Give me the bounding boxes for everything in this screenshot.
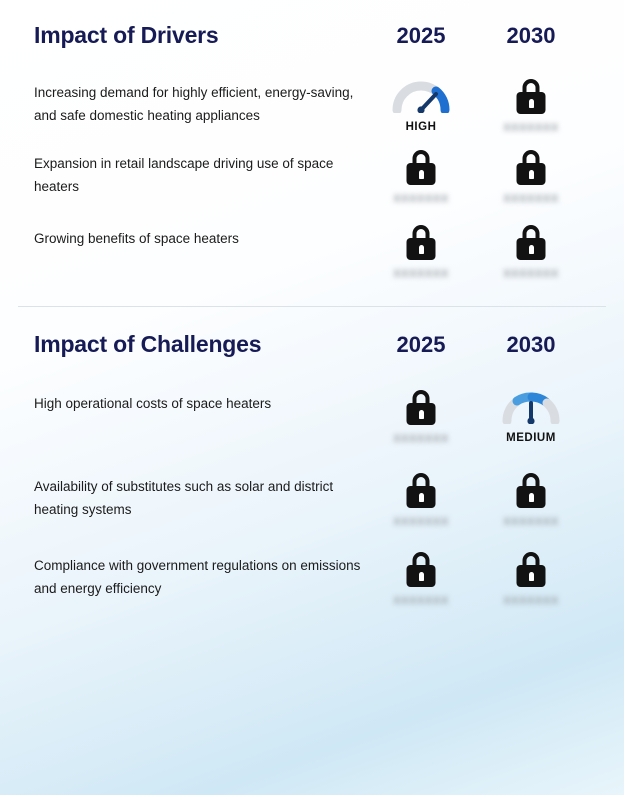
section-header-drivers bbox=[18, 22, 606, 49]
cell-2025 bbox=[366, 550, 476, 607]
locked-value: XXXXXXX bbox=[503, 595, 559, 607]
row-label: High operational costs of space heaters bbox=[34, 396, 272, 411]
locked-value: XXXXXXX bbox=[393, 433, 449, 445]
column-header-2030: 2030 bbox=[506, 23, 556, 48]
locked-value: XXXXXXX bbox=[503, 122, 559, 134]
lock-icon bbox=[516, 552, 546, 586]
lock-icon bbox=[406, 473, 436, 507]
locked-value: XXXXXXX bbox=[503, 193, 559, 205]
cell-2030 bbox=[476, 77, 586, 134]
locked-value: XXXXXXX bbox=[393, 268, 449, 280]
lock-icon bbox=[516, 150, 546, 184]
gauge-high-icon bbox=[392, 77, 450, 113]
locked-value: XXXXXXX bbox=[393, 516, 449, 528]
section-drivers bbox=[18, 0, 606, 280]
lock-icon bbox=[516, 473, 546, 507]
row-label: Expansion in retail landscape driving use of space heaters bbox=[34, 156, 334, 195]
locked-value: XXXXXXX bbox=[393, 595, 449, 607]
gauge-value: MEDIUM bbox=[506, 432, 556, 444]
table-row bbox=[18, 388, 606, 445]
column-header-2025: 2025 bbox=[396, 23, 446, 48]
table-row bbox=[18, 148, 606, 205]
cell-2025 bbox=[366, 223, 476, 280]
cell-2030 bbox=[476, 550, 586, 607]
section-challenges bbox=[18, 307, 606, 607]
table-row bbox=[18, 223, 606, 280]
lock-icon bbox=[516, 79, 546, 113]
locked-value: XXXXXXX bbox=[503, 516, 559, 528]
gauge-medium-icon bbox=[502, 388, 560, 424]
cell-2025 bbox=[366, 388, 476, 445]
cell-2030 bbox=[476, 471, 586, 528]
row-label: Compliance with government regulations on emissions and energy efficiency bbox=[34, 558, 361, 597]
row-label: Increasing demand for highly efficient, energy-saving, and safe domestic heating appliances bbox=[34, 85, 354, 124]
column-header-2025: 2025 bbox=[396, 332, 446, 357]
lock-icon bbox=[406, 390, 436, 424]
section-header-challenges bbox=[18, 331, 606, 358]
cell-2030 bbox=[476, 148, 586, 205]
section-title: Impact of Drivers bbox=[34, 22, 219, 48]
lock-icon bbox=[516, 225, 546, 259]
lock-icon bbox=[406, 552, 436, 586]
cell-2025 bbox=[366, 77, 476, 133]
section-title: Impact of Challenges bbox=[34, 331, 262, 357]
lock-icon bbox=[406, 150, 436, 184]
gauge-value: HIGH bbox=[405, 121, 437, 133]
lock-icon bbox=[406, 225, 436, 259]
row-label: Availability of substitutes such as solar and district heating systems bbox=[34, 479, 334, 518]
table-row bbox=[18, 77, 606, 134]
column-header-2030: 2030 bbox=[506, 332, 556, 357]
locked-value: XXXXXXX bbox=[503, 268, 559, 280]
table-row bbox=[18, 471, 606, 528]
cell-2025 bbox=[366, 148, 476, 205]
cell-2030 bbox=[476, 388, 586, 444]
cell-2030 bbox=[476, 223, 586, 280]
cell-2025 bbox=[366, 471, 476, 528]
locked-value: XXXXXXX bbox=[393, 193, 449, 205]
table-row bbox=[18, 550, 606, 607]
row-label: Growing benefits of space heaters bbox=[34, 231, 239, 246]
